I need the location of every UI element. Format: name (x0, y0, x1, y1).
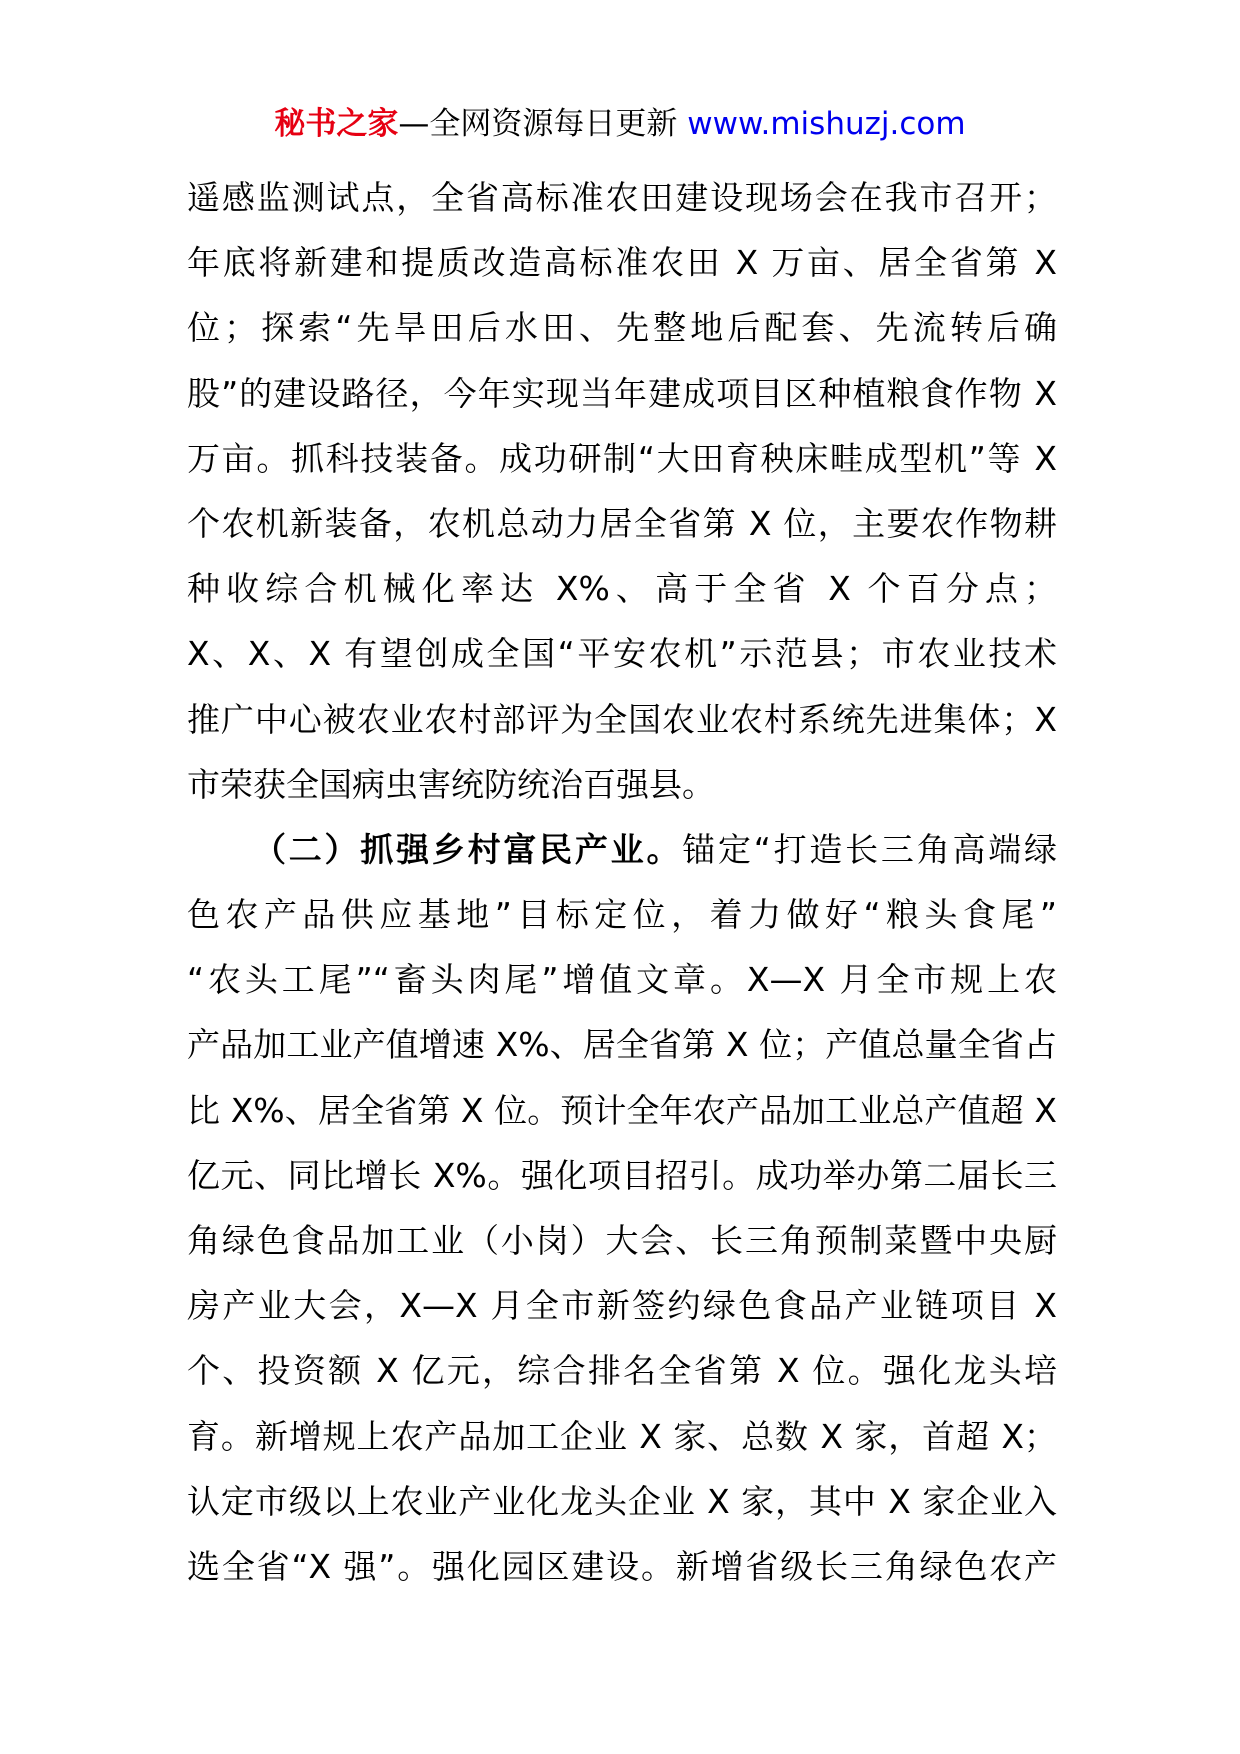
paragraph-2-line: 个、投资额 X 亿元，综合排名全省第 X 位。强化龙头培 (187, 1351, 1057, 1391)
paragraph-2-line: 房产业大会，X—X 月全市新签约绿色食品产业链项目 X (187, 1286, 1057, 1326)
paragraph-2-line: 育。新增规上农产品加工企业 X 家、总数 X 家，首超 X； (187, 1416, 1057, 1456)
paragraph-1-line: 万亩。抓科技装备。成功研制“大田育秧床畦成型机”等 X (187, 438, 1057, 478)
paragraph-2-line: 亿元、同比增长 X%。强化项目招引。成功举办第二届长三 (187, 1155, 1057, 1195)
paragraph-2-line: 角绿色食品加工业（小岗）大会、长三角预制菜暨中央厨 (187, 1221, 1057, 1260)
paragraph-1-line: 年底将新建和提质改造高标准农田 X 万亩、居全省第 X (187, 243, 1057, 283)
header-brand: 秘书之家 (274, 106, 399, 142)
paragraph-1-line: 种收综合机械化率达 X%、高于全省 X 个百分点； (187, 569, 1057, 609)
header-tagline: —全网资源每日更新 (398, 106, 678, 142)
header-url-link[interactable]: www.mishuzj.com (687, 106, 966, 142)
paragraph-1-line: 位；探索“先旱田后水田、先整地后配套、先流转后确 (187, 308, 1057, 348)
paragraph-1-line: 市荣获全国病虫害统防统治百强县。 (187, 764, 715, 804)
paragraph-2-line: “农头工尾”“畜头肉尾”增值文章。X—X 月全市规上农 (187, 960, 1057, 1000)
paragraph-2-first-line-text: 锚定“打造长三角高端绿 (682, 829, 1057, 869)
paragraph-2-line: 色农产品供应基地”目标定位，着力做好“粮头食尾” (187, 895, 1057, 935)
paragraph-2-line: 选全省“X 强”。强化园区建设。新增省级长三角绿色农产 (187, 1546, 1057, 1586)
paragraph-2-first-line (187, 817, 1057, 882)
paragraph-1-line: X、X、X 有望创成全国“平安农机”示范县；市农业技术 (187, 634, 1057, 674)
paragraph-1-line: 个农机新装备，农机总动力居全省第 X 位，主要农作物耕 (187, 503, 1057, 543)
paragraph-2-line: 比 X%、居全省第 X 位。预计全年农产品加工业总产值超 X (187, 1090, 1057, 1130)
page-header (0, 100, 1240, 148)
paragraph-1-line: 股”的建设路径，今年实现当年建成项目区种植粮食作物 X (187, 373, 1057, 413)
paragraph-1-line: 推广中心被农业农村部评为全国农业农村系统先进集体；X (187, 699, 1057, 739)
paragraph-2-line: 认定市级以上农业产业化龙头企业 X 家，其中 X 家企业入 (187, 1481, 1057, 1521)
paragraph-1-line: 遥感监测试点，全省高标准农田建设现场会在我市召开； (187, 178, 1057, 217)
document-body (187, 165, 1057, 1599)
paragraph-2-line: 产品加工业产值增速 X%、居全省第 X 位；产值总量全省占 (187, 1025, 1057, 1065)
section-heading: （二）抓强乡村富民产业。 (253, 829, 683, 869)
